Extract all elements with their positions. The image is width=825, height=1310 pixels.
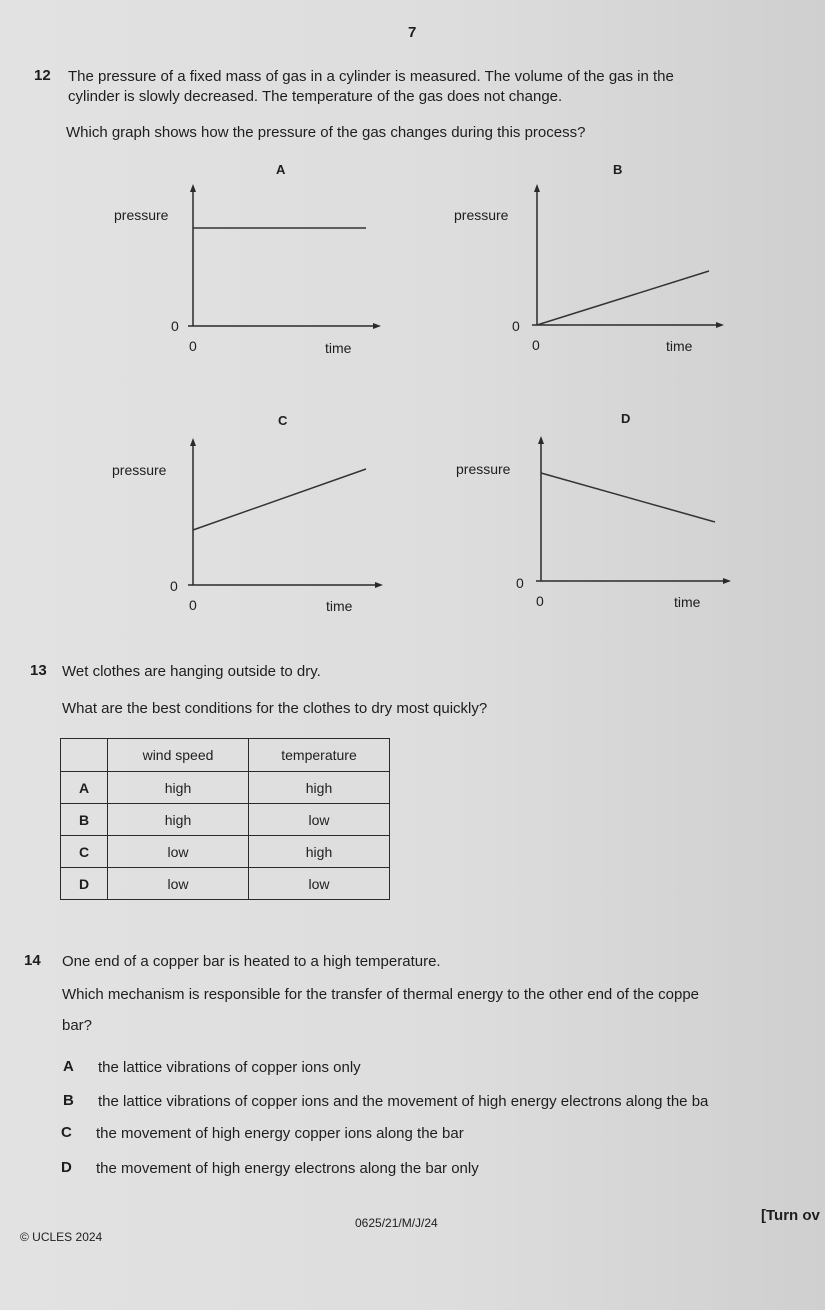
graph-a-ylabel: pressure [114,207,169,223]
graph-d-y-arrow [538,436,544,444]
table-header-temperature: temperature [249,739,390,772]
graph-a-origin-y: 0 [171,318,179,334]
graph-d-origin-y: 0 [516,575,524,591]
question-14-number: 14 [24,952,41,969]
table-row [61,836,390,868]
table-cell-wind-speed: high [108,772,249,804]
graph-c-xlabel: time [326,598,353,614]
question-13-number: 13 [30,662,47,679]
question-12-stem-line2: cylinder is slowly decreased. The temperature of the gas does not change. [68,88,563,105]
table-cell-temperature: low [249,868,390,900]
graph-c-origin-x: 0 [189,597,197,613]
page-number: 7 [408,24,417,41]
table-row-letter: D [61,868,108,900]
question-14-prompt-line1: Which mechanism is responsible for the transfer of thermal energy to the other end of the coppe [62,986,700,1003]
question-14-prompt-line2: bar? [62,1017,93,1034]
table-row [61,772,390,804]
graph-a-xlabel: time [325,340,352,356]
graph-b-letter: B [613,162,623,177]
question-12-prompt: Which graph shows how the pressure of the gas changes during this process? [66,124,586,141]
table-cell-wind-speed: low [108,836,249,868]
table-header-wind-speed: wind speed [108,739,249,772]
option-b-text: the lattice vibrations of copper ions and the movement of high energy electrons along the ba [98,1093,709,1110]
option-c-letter: C [61,1124,72,1141]
graph-d-ylabel: pressure [456,461,511,477]
option-d-letter: D [61,1159,72,1176]
table-row-letter: A [61,772,108,804]
table-cell-temperature: high [249,836,390,868]
option-a-letter: A [63,1058,74,1075]
graph-b-ylabel: pressure [454,207,509,223]
table-cell-temperature: low [249,804,390,836]
graph-c-ylabel: pressure [112,462,167,478]
table-header-row [61,739,390,772]
option-c-text: the movement of high energy copper ions along the bar [96,1125,464,1142]
conditions-table [60,738,390,900]
table-cell-wind-speed: high [108,804,249,836]
graph-b-xlabel: time [666,338,693,354]
graph-d-origin-x: 0 [536,593,544,609]
question-12-number: 12 [34,67,51,84]
footer-code: 0625/21/M/J/24 [355,1216,438,1230]
footer-turn-over: [Turn ov [761,1207,820,1224]
graph-a-letter: A [276,162,286,177]
table-cell-wind-speed: low [108,868,249,900]
table-cell-temperature: high [249,772,390,804]
graph-a-origin-x: 0 [189,338,197,354]
graph-c-origin-y: 0 [170,578,178,594]
question-14-stem: One end of a copper bar is heated to a high temperature. [62,953,441,970]
graph-d-x-arrow [723,578,731,584]
graph-d-xlabel: time [674,594,701,610]
table-row [61,804,390,836]
question-12-stem-line1: The pressure of a fixed mass of gas in a cylinder is measured. The volume of the gas in the [68,68,674,85]
graph-b-origin-x: 0 [532,337,540,353]
question-13-stem: Wet clothes are hanging outside to dry. [62,663,321,680]
option-a-text: the lattice vibrations of copper ions only [98,1059,361,1076]
table-row [61,868,390,900]
graph-d-letter: D [621,411,631,426]
table-row-letter: C [61,836,108,868]
graph-d-line [541,473,715,522]
table-row-letter: B [61,804,108,836]
option-b-letter: B [63,1092,74,1109]
table-header-cell [61,739,108,772]
option-d-text: the movement of high energy electrons along the bar only [96,1160,479,1177]
graph-b-origin-y: 0 [512,318,520,334]
footer-copyright: © UCLES 2024 [20,1230,103,1244]
graph-c-letter: C [278,413,288,428]
question-13-prompt: What are the best conditions for the clothes to dry most quickly? [62,700,488,717]
